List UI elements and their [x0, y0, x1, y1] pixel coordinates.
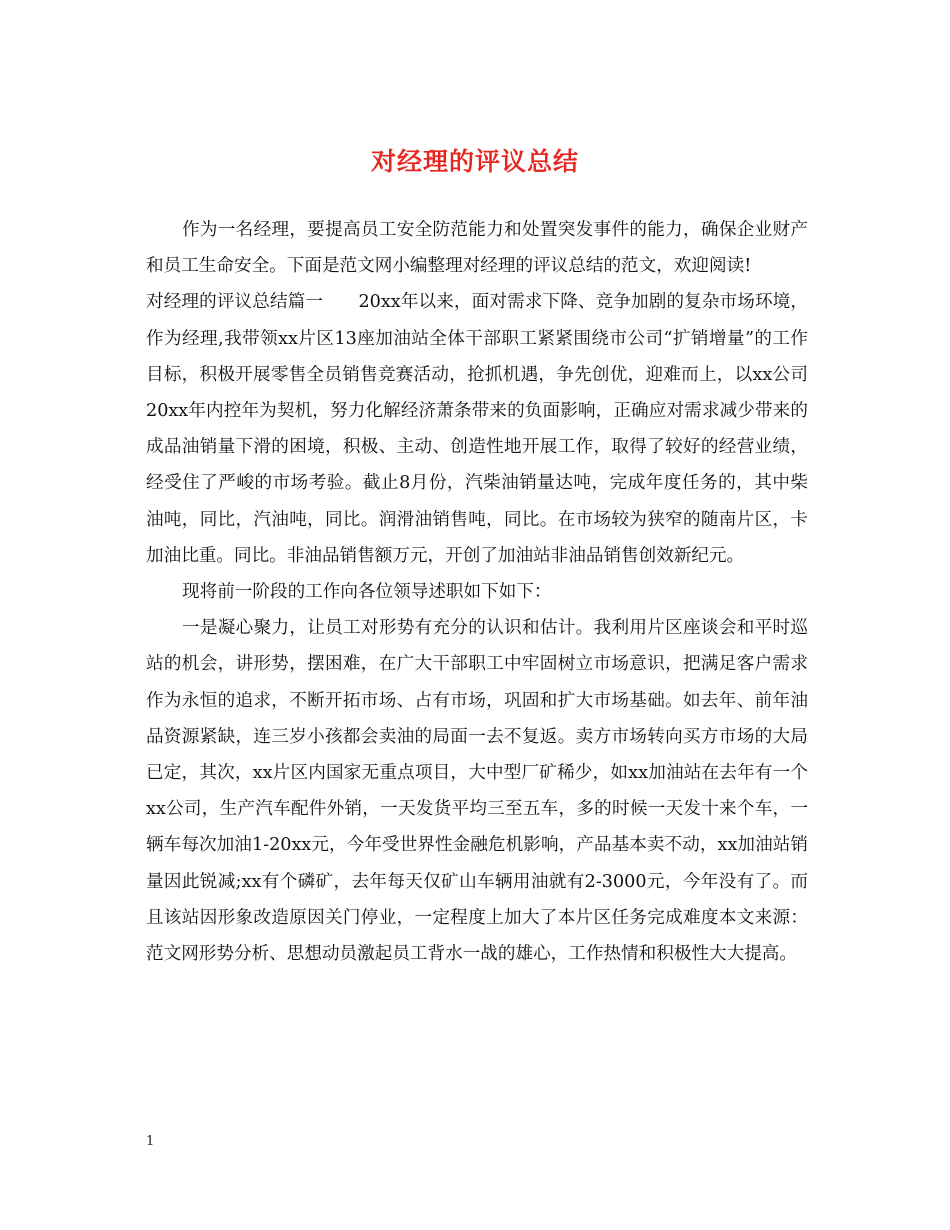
section-one-paragraph: 对经理的评议总结篇一 20xx年以来，面对需求下降、竞争加剧的复杂市场环境，作为经理,我带领xx片区13座加油站全体干部职工紧紧围绕市公司“扩销增量”的工作目标，积极开展零售全员销售竞赛活动，抢抓机遇，争先创优，迎难而上，以xx公司20xx年内控年为契机，努力化解经济萧条带来的负面影响，正确应对需求减少带来的成品油销量下滑的困境，积极、主动、创造性地开展工作，取得了较好的经营业绩，经受住了严峻的市场考验。截止8月份，汽柴油销量达吨，完成年度任务的，其中柴油吨，同比，汽油吨，同比。润滑油销售吨，同比。在市场较为狭窄的随南片区，卡加油比重。同比。非油品销售额万元，开创了加油站非油品销售创效新纪元。 [146, 292, 808, 566]
document-title: 对经理的评议总结 [370, 147, 579, 176]
point-one-paragraph: 一是凝心聚力，让员工对形势有充分的认识和估计。我利用片区座谈会和平时巡站的机会，讲形势，摆困难，在广大干部职工中牢固树立市场意识，把满足客户需求作为永恒的追求，不断开拓市场、占有市场，巩固和扩大市场基础。如去年、前年油品资源紧缺，连三岁小孩都会卖油的局面一去不复返。卖方市场转向买方市场的大局已定，其次，xx片区内国家无重点项目，大中型厂矿稀少，如xx加油站在去年有一个xx公司，生产汽车配件外销，一天发货平均三至五车，多的时候一天发十来个车，一辆车每次加油1-20xx元，今年受世界性金融危机影响，产品基本卖不动，xx加油站销量因此锐减;xx有个磷矿，去年每天仅矿山车辆用油就有2-3000元，今年没有了。而且该站因形象改造原因关门停业，一定程度上加大了本片区任务完成难度本文来源：范文网形势分析、思想动员激起员工背水一战的雄心，工作热情和积极性大大提高。 [146, 618, 808, 965]
document-body [146, 212, 808, 972]
page-number: 1 [146, 1134, 155, 1149]
intro-paragraph: 作为一名经理，要提高员工安全防范能力和处置突发事件的能力，确保企业财产和员工生命安全。下面是范文网小编整理对经理的评议总结的范文，欢迎阅读! [146, 220, 808, 277]
report-intro-paragraph: 现将前一阶段的工作向各位领导述职如下如下： [182, 582, 552, 603]
